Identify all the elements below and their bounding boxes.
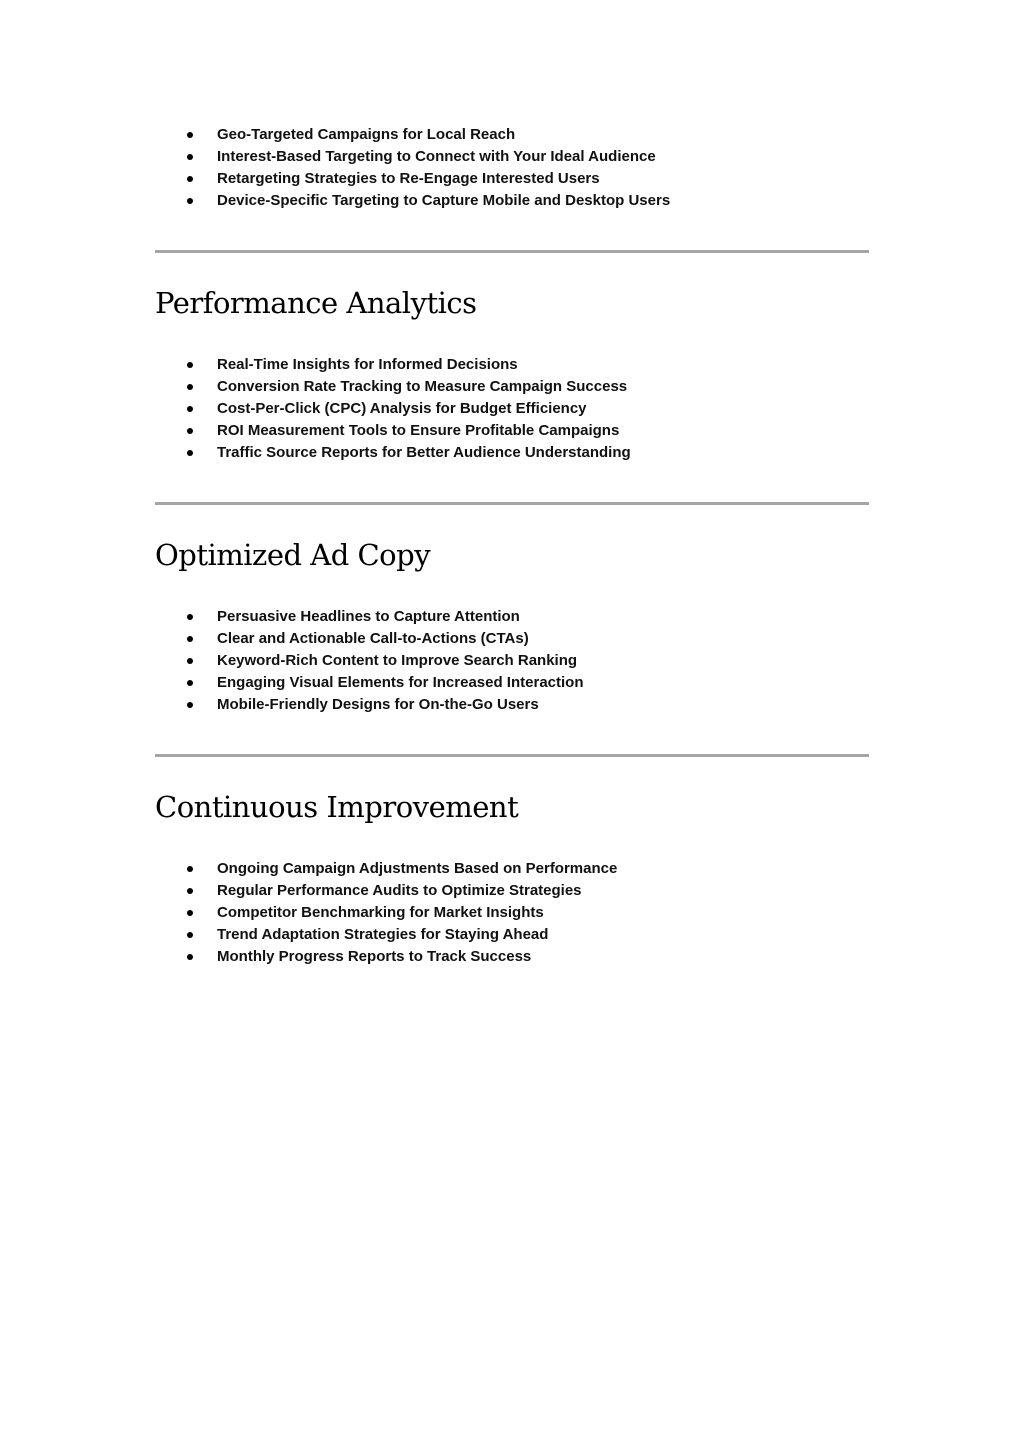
list-item xyxy=(155,946,869,968)
bullet-icon xyxy=(187,954,193,960)
section-divider xyxy=(155,754,869,757)
page-content xyxy=(155,124,869,968)
bullet-icon xyxy=(187,932,193,938)
bullet-icon xyxy=(187,132,193,138)
bullet-icon xyxy=(187,384,193,390)
performance-analytics-list xyxy=(155,354,869,464)
section-title-continuous-improvement: Continuous Improvement xyxy=(155,790,519,824)
list-item xyxy=(155,398,869,420)
list-item-text: Conversion Rate Tracking to Measure Campaign Success xyxy=(217,378,628,395)
list-item xyxy=(155,672,869,694)
list-item-text: Real-Time Insights for Informed Decisions xyxy=(217,356,518,373)
optimized-ad-copy-list xyxy=(155,606,869,716)
section-title-optimized-ad-copy: Optimized Ad Copy xyxy=(155,538,431,572)
bullet-icon xyxy=(187,866,193,872)
list-item-text: Monthly Progress Reports to Track Success xyxy=(217,948,532,965)
bullet-icon xyxy=(187,154,193,160)
bullet-icon xyxy=(187,176,193,182)
list-item-text: Competitor Benchmarking for Market Insights xyxy=(217,904,544,921)
list-item xyxy=(155,924,869,946)
targeting-list xyxy=(155,124,869,212)
list-item xyxy=(155,168,869,190)
list-item xyxy=(155,376,869,398)
bullet-icon xyxy=(187,702,193,708)
list-item-text: Retargeting Strategies to Re-Engage Interested Users xyxy=(217,170,600,187)
list-item-text: Trend Adaptation Strategies for Staying Ahead xyxy=(217,926,549,943)
bullet-icon xyxy=(187,614,193,620)
list-item xyxy=(155,442,869,464)
bullet-icon xyxy=(187,406,193,412)
list-item-text: Device-Specific Targeting to Capture Mobile and Desktop Users xyxy=(217,192,671,209)
bullet-icon xyxy=(187,636,193,642)
list-item-text: Mobile-Friendly Designs for On-the-Go Users xyxy=(217,696,539,713)
list-item xyxy=(155,858,869,880)
list-item xyxy=(155,124,869,146)
bullet-icon xyxy=(187,198,193,204)
list-item-text: Engaging Visual Elements for Increased Interaction xyxy=(217,674,584,691)
bullet-icon xyxy=(187,450,193,456)
bullet-icon xyxy=(187,428,193,434)
list-item xyxy=(155,146,869,168)
section-divider xyxy=(155,502,869,505)
section-divider xyxy=(155,250,869,253)
list-item-text: Regular Performance Audits to Optimize Strategies xyxy=(217,882,582,899)
list-item-text: Clear and Actionable Call-to-Actions (CTAs) xyxy=(217,630,529,647)
list-item xyxy=(155,628,869,650)
bullet-icon xyxy=(187,680,193,686)
list-item-text: Traffic Source Reports for Better Audience Understanding xyxy=(217,444,631,461)
list-item xyxy=(155,902,869,924)
continuous-improvement-list xyxy=(155,858,869,968)
list-item xyxy=(155,420,869,442)
bullet-icon xyxy=(187,362,193,368)
bullet-icon xyxy=(187,888,193,894)
list-item xyxy=(155,880,869,902)
bullet-icon xyxy=(187,658,193,664)
bullet-icon xyxy=(187,910,193,916)
list-item xyxy=(155,354,869,376)
list-item-text: Interest-Based Targeting to Connect with Your Ideal Audience xyxy=(217,148,656,165)
list-item-text: Keyword-Rich Content to Improve Search Ranking xyxy=(217,652,578,669)
list-item-text: Cost-Per-Click (CPC) Analysis for Budget Efficiency xyxy=(217,400,587,417)
list-item-text: Persuasive Headlines to Capture Attention xyxy=(217,608,520,625)
list-item xyxy=(155,190,869,212)
list-item-text: Ongoing Campaign Adjustments Based on Performance xyxy=(217,860,618,877)
list-item xyxy=(155,650,869,672)
list-item xyxy=(155,606,869,628)
section-title-performance-analytics: Performance Analytics xyxy=(155,286,477,320)
list-item xyxy=(155,694,869,716)
list-item-text: Geo-Targeted Campaigns for Local Reach xyxy=(217,126,516,143)
list-item-text: ROI Measurement Tools to Ensure Profitable Campaigns xyxy=(217,422,620,439)
